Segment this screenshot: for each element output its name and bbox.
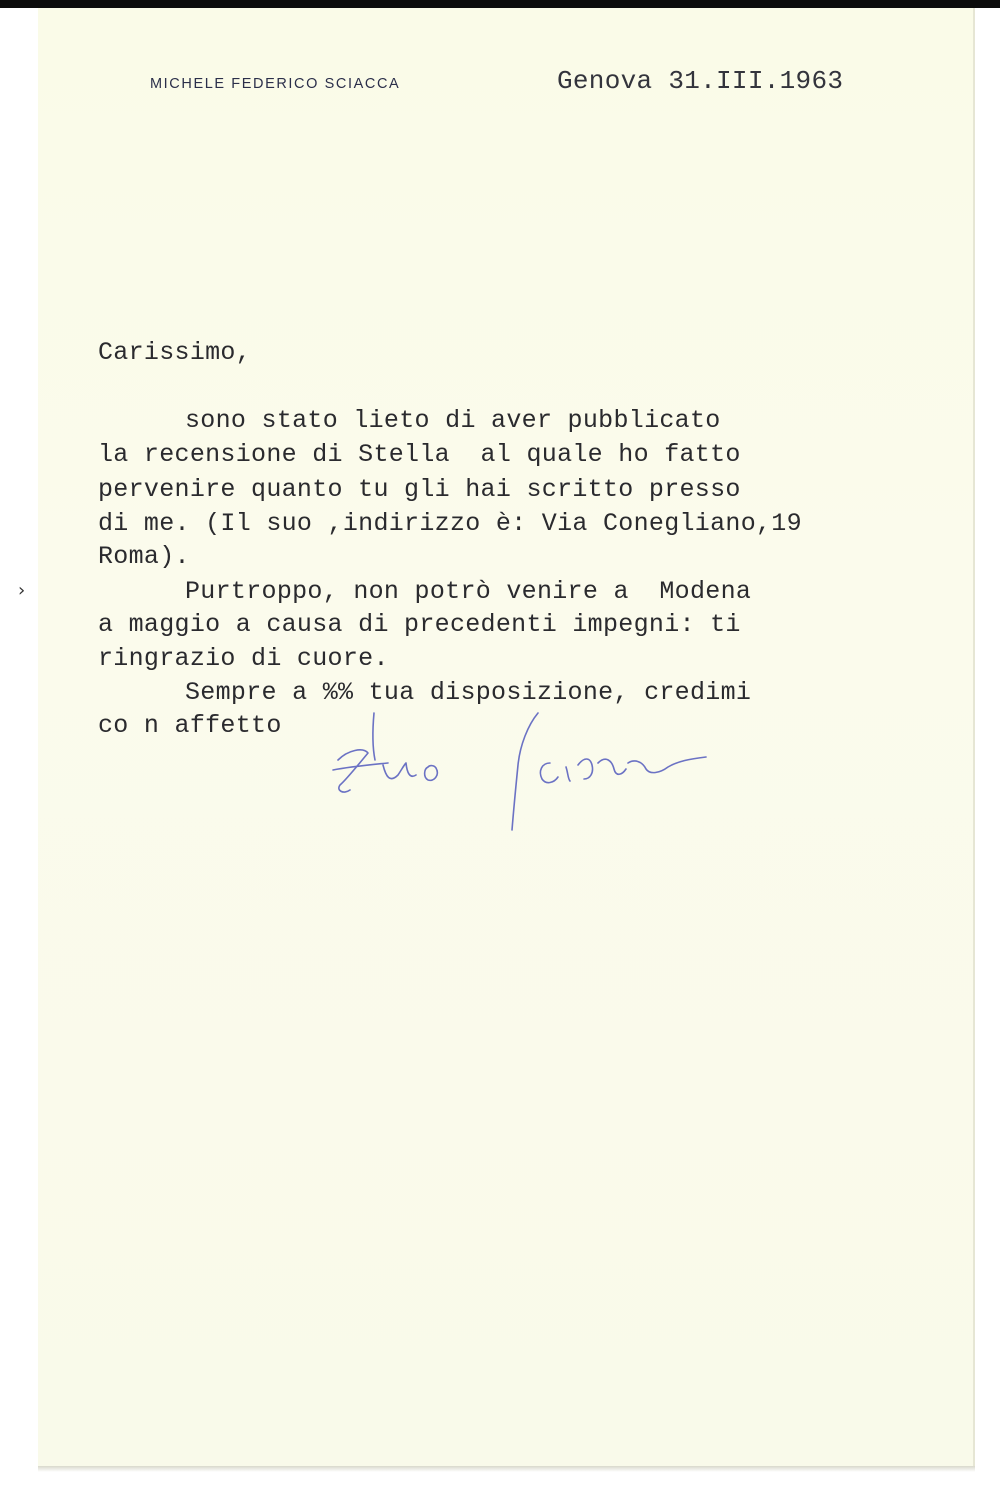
letter-body-line: Sempre a %% tua disposizione, credimi bbox=[185, 678, 752, 707]
letter-body-line: sono stato lieto di aver pubblicato bbox=[185, 406, 721, 435]
sheet-shadow bbox=[38, 1466, 975, 1472]
letter-body-line: a maggio a causa di precedenti impegni: ti bbox=[98, 610, 741, 639]
letterhead-sender-name: MICHELE FEDERICO SCIACCA bbox=[150, 76, 401, 92]
letter-body-line: co n affetto bbox=[98, 711, 282, 740]
letter-body-line: ringrazio di cuore. bbox=[98, 644, 389, 673]
letter-body-line: di me. (Il suo ,indirizzo è: Via Conegliano,19 bbox=[98, 509, 802, 538]
letter-body-line: Purtroppo, non potrò venire a Modena bbox=[185, 577, 752, 606]
margin-tick-mark: › bbox=[18, 580, 26, 601]
scan-top-edge bbox=[0, 0, 1000, 8]
letter-body-line: Roma). bbox=[98, 542, 190, 571]
letter-body-line: la recensione di Stella al quale ho fatto bbox=[98, 440, 741, 469]
letter-dateline: Genova 31.III.1963 bbox=[557, 66, 844, 96]
handwritten-signature bbox=[328, 705, 748, 845]
letter-body-line: pervenire quanto tu gli hai scritto presso bbox=[98, 475, 741, 504]
letter-salutation: Carissimo, bbox=[98, 338, 252, 367]
